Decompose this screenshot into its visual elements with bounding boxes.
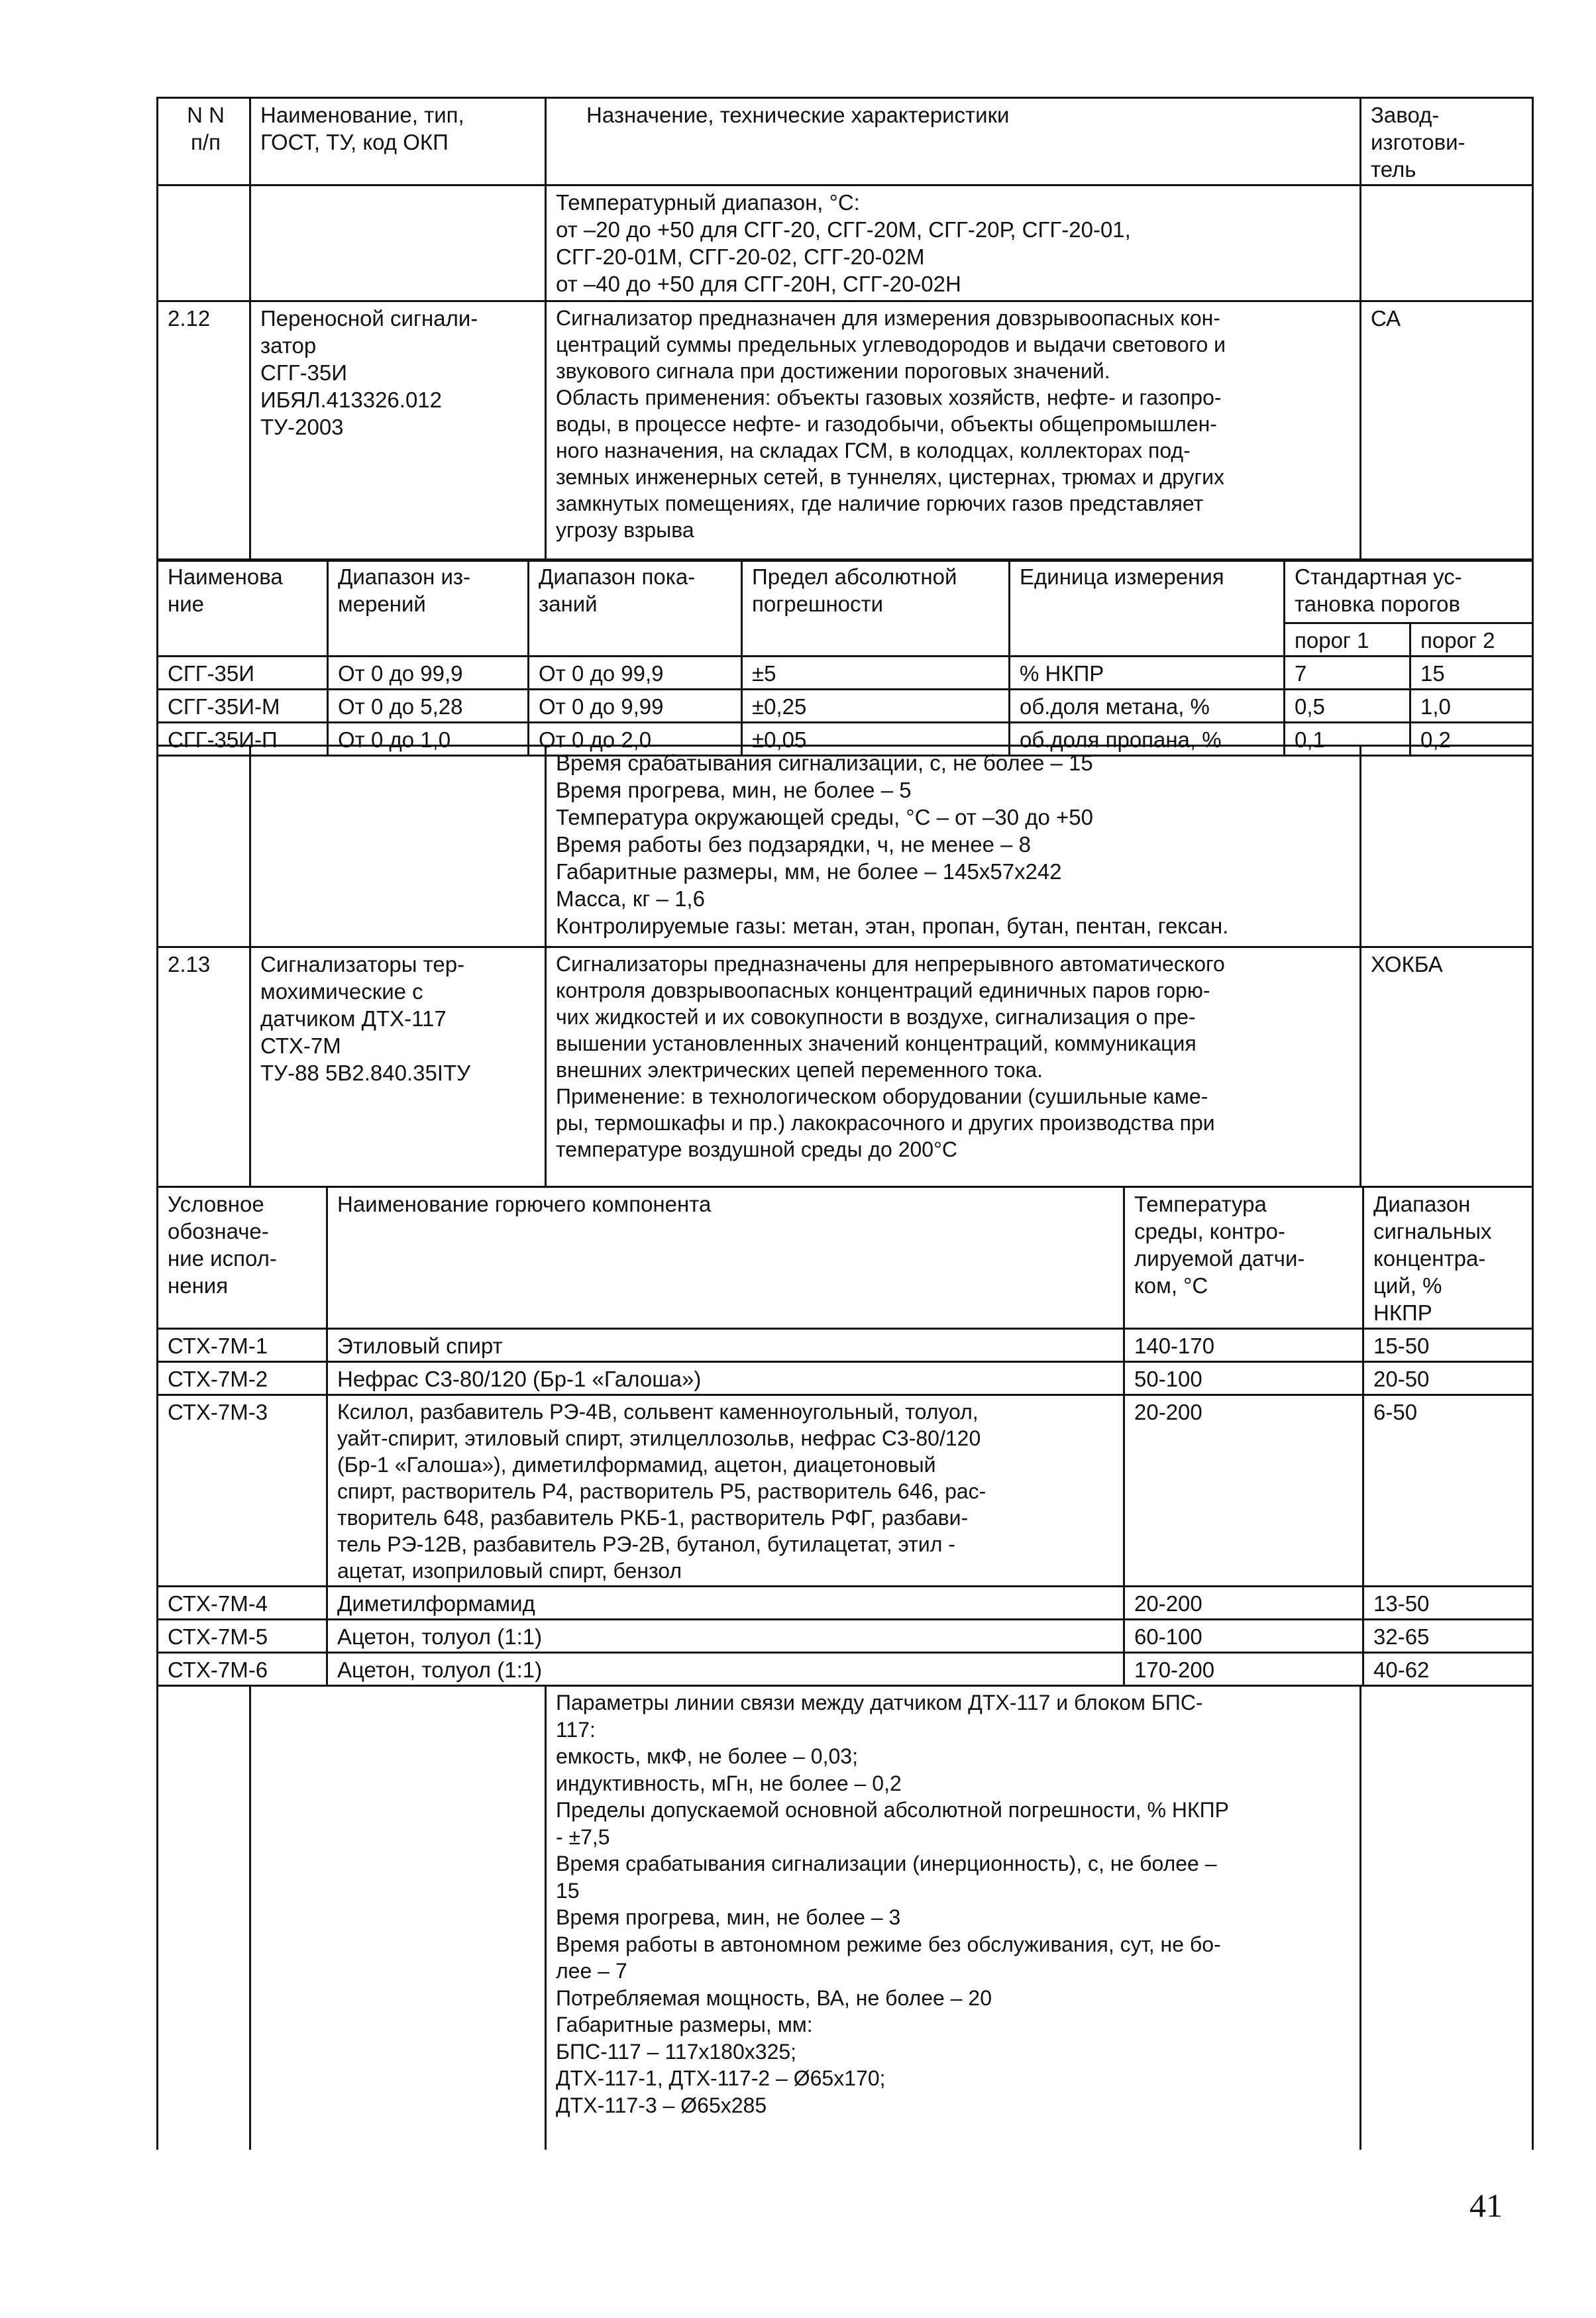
item-213-specs-row (158, 1686, 1533, 2150)
sgg-h-threshold-1: порог 1 (1285, 623, 1410, 657)
sgg-h-display: Диапазон пока- заний (529, 560, 742, 657)
header-row (158, 98, 1533, 185)
sgg-h-range: Диапазон из- мерений (328, 560, 529, 657)
item-213-num: 2.13 (158, 947, 250, 1187)
table-row: СТХ-7М-5 Ацетон, толуол (1:1) 60-100 32-65 (158, 1620, 1533, 1653)
table-row: СГГ-35И-М От 0 до 5,28 От 0 до 9,99 ±0,25 об.доля метана, % 0,5 1,0 (158, 690, 1533, 723)
item-212-row (158, 301, 1533, 561)
item-212-specs: Время срабатывания сигнализации, с, не более – 15 Время прогрева, мин, не более – 5 Температура окружающей среды, °С – от –30 до +50 Время работы без подзарядки, ч, не менее – 8 Габаритные размеры, мм, не более – 145х57х242 Масса, кг – 1,6 Контролируемые газы: метан, этан, пропан, бутан, пентан, гексан. (546, 746, 1361, 947)
sgg-header-row (158, 560, 1533, 623)
item-212-maker: СА (1361, 301, 1533, 561)
sgg-h-threshold-2: порог 2 (1410, 623, 1533, 657)
temp-range-text: Температурный диапазон, °С: от –20 до +50 для СГГ-20, СГГ-20М, СГГ-20Р, СГГ-20-01, СГГ-20-01М, СГГ-20-02, СГГ-20-02М от –40 до +50 для СГГ-20Н, СГГ-20-02Н (546, 185, 1361, 301)
item-212-num: 2.12 (158, 301, 250, 561)
sgg-h-error: Предел абсолютной погрешности (742, 560, 1010, 657)
temp-range-row (158, 185, 1533, 301)
header-maker: Завод- изготови- тель (1361, 98, 1533, 185)
header-purpose: Назначение, технические характеристики (546, 98, 1361, 185)
item-213-purpose: Сигнализаторы предназначены для непрерывного автоматического контроля довзрывоопасных концентраций единичных паров горю- чих жидкостей и их совокупности в воздухе, сигнализация о пре- вышении установленных значений концентраций, коммуникация внешних электрических цепей переменного тока. Применение: в технологическом оборудовании (сушильные каме- ры, термошкафы и пр.) лакокрасочного и других производства при температуре воздушной среды до 200°С (546, 947, 1361, 1187)
item-213-maker: ХОКБА (1361, 947, 1533, 1187)
header-num: N N п/п (158, 98, 250, 185)
item-213-name: Сигнализаторы тер- мохимические с датчиком ДТХ-117 СТХ-7М ТУ-88 5В2.840.35ІТУ (250, 947, 546, 1187)
page-number: 41 (1469, 2187, 1503, 2224)
sgg-h-name: Наименова ние (158, 560, 328, 657)
stx-h-code: Условное обозначе- ние испол- нения (158, 1187, 327, 1329)
item-213-row (158, 947, 1533, 1187)
sgg-h-thresholds: Стандартная ус- тановка порогов (1285, 560, 1533, 623)
table-row: СТХ-7М-6 Ацетон, толуол (1:1) 170-200 40-62 (158, 1653, 1533, 1686)
table-row: СТХ-7М-1 Этиловый спирт 140-170 15-50 (158, 1329, 1533, 1362)
stx-7m-table (156, 1186, 1534, 1687)
item-212-name: Переносной сигнали- затор СГГ-35И ИБЯЛ.413326.012 ТУ-2003 (250, 301, 546, 561)
stx-h-temp: Температура среды, контро- лируемой датчи- ком, °С (1124, 1187, 1363, 1329)
table-row: СТХ-7М-2 Нефрас С3-80/120 (Бр-1 «Галоша») 50-100 20-50 (158, 1362, 1533, 1395)
main-table-top (156, 97, 1534, 562)
sgg-h-unit: Единица измерения (1010, 560, 1285, 657)
table-row: СГГ-35И-П От 0 до 1,0 От 0 до 2,0 ±0,05 об.доля пропана, % 0,1 0,2 (158, 723, 1533, 756)
sgg-35-table (156, 558, 1534, 757)
table-row: СТХ-7М-4 Диметилформамид 20-200 13-50 (158, 1587, 1533, 1620)
stx-header-row (158, 1187, 1533, 1329)
main-table-middle (156, 745, 1534, 1188)
main-table-bottom (156, 1685, 1534, 2150)
header-name: Наименование, тип, ГОСТ, ТУ, код ОКП (250, 98, 546, 185)
stx-h-range: Диапазон сигнальных концентра- ций, % НКПР (1363, 1187, 1533, 1329)
item-213-specs: Параметры линии связи между датчиком ДТХ-117 и блоком БПС- 117: емкость, мкФ, не более – 0,03; индуктивность, мГн, не более – 0,2 Пределы допускаемой основной абсолютной погрешности, % НКПР - ±7,5 Время срабатывания сигнализации (инерционность), с, не более – 15 Время прогрева, мин, не более – 3 Время работы в автономном режиме без обслуживания, сут, не бо- лее – 7 Потребляемая мощность, ВА, не более – 20 Габаритные размеры, мм: БПС-117 – 117х180х325; ДТХ-117-1, ДТХ-117-2 – Ø65х170; ДТХ-117-3 – Ø65х285 (546, 1686, 1361, 2150)
stx-h-component: Наименование горючего компонента (327, 1187, 1124, 1329)
item-212-purpose: Сигнализатор предназначен для измерения довзрывоопасных кон- центраций суммы предельных углеводородов и выдачи светового и звукового сигнала при достижении пороговых значений. Область применения: объекты газовых хозяйств, нефте- и газопро- воды, в процессе нефте- и газодобычи, объекты общепромышлен- ного назначения, на складах ГСМ, в колодцах, коллекторах под- земных инженерных сетей, в туннелях, цистернах, трюмах и других замкнутых помещениях, где наличие горючих газов представляет угрозу взрыва (546, 301, 1361, 561)
table-row: СТХ-7М-3 Ксилол, разбавитель РЭ-4В, сольвент каменноугольный, толуол, уайт-спирит, этиловый спирт, этилцеллозольв, нефрас С3-80/120 (Бр-1 «Галоша»), диметилформамид, ацетон, диацетоновый спирт, растворитель Р4, растворитель Р5, растворитель 646, рас- творитель 648, разбавитель РКБ-1, растворитель РФГ, разбави- тель РЭ-12В, разбавитель РЭ-2В, бутанол, бутилацетат, этил - ацетат, изоприловый спирт, бензол 20-200 6-50 (158, 1395, 1533, 1587)
table-row: СГГ-35И От 0 до 99,9 От 0 до 99,9 ±5 % НКПР 7 15 (158, 657, 1533, 690)
item-212-specs-row (158, 746, 1533, 947)
